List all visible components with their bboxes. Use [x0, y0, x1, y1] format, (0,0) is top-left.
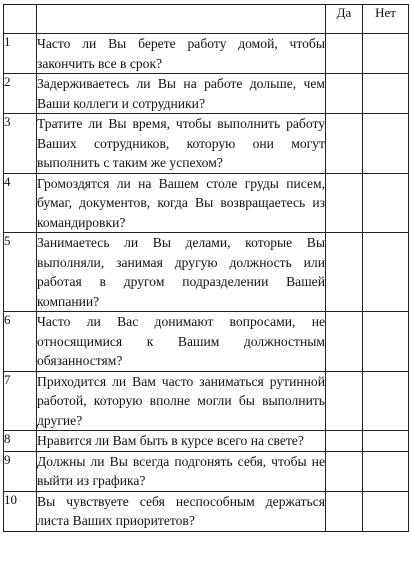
- answer-no-cell[interactable]: [363, 451, 409, 491]
- answer-no-cell[interactable]: [363, 173, 409, 233]
- header-no: Нет: [363, 5, 409, 34]
- questionnaire-table: [3, 4, 409, 532]
- answer-yes-cell[interactable]: [326, 173, 363, 233]
- table-row: [4, 173, 409, 233]
- table-row: [4, 451, 409, 491]
- row-number: 8: [4, 431, 37, 452]
- table-row: [4, 114, 409, 174]
- header-number-cell: [4, 5, 37, 34]
- answer-yes-cell[interactable]: [326, 114, 363, 174]
- row-number: 2: [4, 74, 37, 114]
- answer-no-cell[interactable]: [363, 74, 409, 114]
- table-row: [4, 34, 409, 74]
- question-text: Занимаетесь ли Вы делами, которые Вы выполняли, занимая другую должность или работая в другом подразделении Вашей компании?: [37, 233, 326, 312]
- answer-yes-cell[interactable]: [326, 74, 363, 114]
- row-number: 3: [4, 114, 37, 174]
- question-text: Часто ли Вас донимают вопросами, не относящимися к Вашим должностным обязанностям?: [37, 312, 326, 372]
- answer-no-cell[interactable]: [363, 491, 409, 531]
- row-number: 10: [4, 491, 37, 531]
- answer-yes-cell[interactable]: [326, 233, 363, 312]
- answer-no-cell[interactable]: [363, 114, 409, 174]
- row-number: 4: [4, 173, 37, 233]
- row-number: 9: [4, 451, 37, 491]
- question-text: Громоздятся ли на Вашем столе груды писем, бумаг, документов, когда Вы возвращаетесь из командировки?: [37, 173, 326, 233]
- answer-no-cell[interactable]: [363, 233, 409, 312]
- row-number: 1: [4, 34, 37, 74]
- header-yes: Да: [326, 5, 363, 34]
- question-text: Нравится ли Вам быть в курсе всего на свете?: [37, 431, 326, 452]
- header-question-cell: [37, 5, 326, 34]
- table-row: [4, 312, 409, 372]
- answer-yes-cell[interactable]: [326, 491, 363, 531]
- table-row: [4, 233, 409, 312]
- answer-no-cell[interactable]: [363, 34, 409, 74]
- table-row: [4, 74, 409, 114]
- question-text: Часто ли Вы берете работу домой, чтобы закончить все в срок?: [37, 34, 326, 74]
- row-number: 5: [4, 233, 37, 312]
- question-text: Задерживаетесь ли Вы на работе дольше, чем Ваши коллеги и сотрудники?: [37, 74, 326, 114]
- row-number: 7: [4, 371, 37, 431]
- answer-yes-cell[interactable]: [326, 34, 363, 74]
- table-row: [4, 371, 409, 431]
- row-number: 6: [4, 312, 37, 372]
- answer-no-cell[interactable]: [363, 431, 409, 452]
- answer-yes-cell[interactable]: [326, 431, 363, 452]
- question-text: Вы чувствуете себя неспособным держаться листа Ваших приоритетов?: [37, 491, 326, 531]
- answer-no-cell[interactable]: [363, 371, 409, 431]
- answer-yes-cell[interactable]: [326, 451, 363, 491]
- question-text: Приходится ли Вам часто заниматься рутинной работой, которую вполне могли бы выполнить другие?: [37, 371, 326, 431]
- table-row: [4, 491, 409, 531]
- question-text: Должны ли Вы всегда подгонять себя, чтобы не выйти из графика?: [37, 451, 326, 491]
- header-row: [4, 5, 409, 34]
- question-text: Тратите ли Вы время, чтобы выполнить работу Ваших сотрудников, которую они могут выполнить с таким же успехом?: [37, 114, 326, 174]
- answer-yes-cell[interactable]: [326, 312, 363, 372]
- answer-no-cell[interactable]: [363, 312, 409, 372]
- answer-yes-cell[interactable]: [326, 371, 363, 431]
- table-row: [4, 431, 409, 452]
